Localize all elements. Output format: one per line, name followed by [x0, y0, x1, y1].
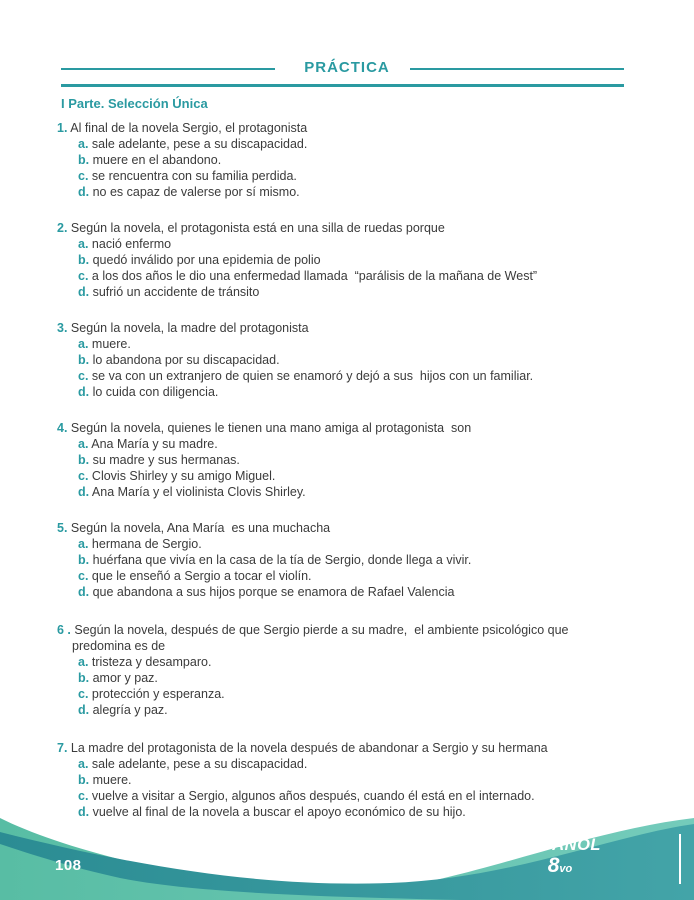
- option-letter: c.: [78, 369, 89, 383]
- option-text: tristeza y desamparo.: [91, 655, 212, 669]
- question-line: [57, 740, 642, 756]
- option-letter: b.: [78, 773, 90, 787]
- option-letter: c.: [78, 569, 89, 583]
- option-text: quedó inválido por una epidemia de polio: [92, 253, 321, 267]
- option-row: [78, 284, 642, 300]
- section-title: I Parte. Selección Única: [61, 96, 208, 111]
- option-text: sale adelante, pese a su discapacidad.: [91, 137, 308, 151]
- question-block: [57, 120, 642, 200]
- option-text: Clovis Shirley y su amigo Miguel.: [91, 469, 276, 483]
- option-letter: c.: [78, 269, 89, 283]
- option-text: su madre y sus hermanas.: [92, 453, 240, 467]
- option-text: Ana María y el violinista Clovis Shirley.: [91, 485, 306, 499]
- options-list: [78, 336, 642, 400]
- option-letter: a.: [78, 237, 89, 251]
- option-letter: b.: [78, 453, 90, 467]
- options-list: [78, 654, 577, 718]
- option-text: amor y paz.: [92, 671, 158, 685]
- option-letter: a.: [78, 437, 89, 451]
- question-line: [57, 220, 642, 236]
- page-number: 108: [55, 857, 82, 874]
- espanol-8vo-logo: [505, 837, 615, 876]
- option-text: protección y esperanza.: [91, 687, 225, 701]
- question-line: [57, 420, 642, 436]
- option-text: lo cuida con diligencia.: [92, 385, 219, 399]
- question-line: [57, 320, 642, 336]
- option-row: [78, 336, 642, 352]
- option-row: [78, 384, 642, 400]
- option-row: [78, 352, 642, 368]
- option-row: [78, 568, 642, 584]
- question-block: [57, 220, 642, 300]
- option-text: alegría y paz.: [92, 703, 168, 717]
- option-letter: b.: [78, 553, 90, 567]
- option-letter: a.: [78, 655, 89, 669]
- option-row: [78, 236, 642, 252]
- option-row: [78, 452, 642, 468]
- option-text: huérfana que vivía en la casa de la tía de Sergio, donde llega a vivir.: [92, 553, 472, 567]
- option-letter: c.: [78, 789, 89, 803]
- option-row: [78, 686, 577, 702]
- option-text: vuelve al final de la novela a buscar el apoyo económico de su hijo.: [92, 805, 466, 819]
- option-letter: a.: [78, 757, 89, 771]
- option-letter: a.: [78, 537, 89, 551]
- option-letter: a.: [78, 137, 89, 151]
- option-letter: c.: [78, 687, 89, 701]
- option-row: [78, 436, 642, 452]
- option-text: vuelve a visitar a Sergio, algunos años después, cuando él está en el internado.: [91, 789, 535, 803]
- question-line: [57, 520, 642, 536]
- question-line: [57, 622, 577, 654]
- option-letter: b.: [78, 353, 90, 367]
- question-text: Según la novela, quienes le tienen una mano amiga al protagonista son: [70, 421, 472, 435]
- option-text: a los dos años le dio una enfermedad llamada “parálisis de la mañana de West”: [91, 269, 538, 283]
- option-letter: c.: [78, 469, 89, 483]
- option-row: [78, 552, 642, 568]
- options-list: [78, 236, 642, 300]
- question-number: 5.: [57, 521, 68, 535]
- option-row: [78, 468, 642, 484]
- question-number: 1.: [57, 121, 68, 135]
- question-number: 3.: [57, 321, 68, 335]
- logo-espanol-text: ESPAÑOL: [518, 836, 602, 854]
- question-number: 4.: [57, 421, 68, 435]
- question-number: 2.: [57, 221, 68, 235]
- question-text: Según la novela, después de que Sergio pierde a su madre, el ambiente psicológico que predomina es de: [72, 623, 572, 653]
- option-row: [78, 772, 642, 788]
- option-letter: d.: [78, 485, 90, 499]
- question-text: La madre del protagonista de la novela después de abandonar a Sergio y su hermana: [70, 741, 548, 755]
- question-text: Según la novela, el protagonista está en una silla de ruedas porque: [70, 221, 445, 235]
- option-row: [78, 152, 642, 168]
- question-block: [57, 740, 642, 820]
- logo-grade-text: 8vo: [547, 853, 573, 877]
- option-text: sufrió un accidente de tránsito: [92, 285, 260, 299]
- option-text: sale adelante, pese a su discapacidad.: [91, 757, 308, 771]
- option-letter: d.: [78, 585, 90, 599]
- option-letter: b.: [78, 253, 90, 267]
- option-text: se va con un extranjero de quien se enamoró y dejó a sus hijos con un familiar.: [91, 369, 534, 383]
- option-letter: a.: [78, 337, 89, 351]
- option-text: Ana María y su madre.: [91, 437, 218, 451]
- option-letter: c.: [78, 169, 89, 183]
- option-row: [78, 788, 642, 804]
- header-rule-full: [61, 84, 624, 87]
- option-row: [78, 536, 642, 552]
- page-title: PRÁCTICA: [304, 59, 390, 76]
- option-text: se rencuentra con su familia perdida.: [91, 169, 297, 183]
- option-row: [78, 670, 577, 686]
- option-row: [78, 654, 577, 670]
- question-number: 6 .: [57, 623, 71, 637]
- option-row: [78, 584, 642, 600]
- question-block: [57, 520, 642, 600]
- option-letter: b.: [78, 671, 90, 685]
- option-text: lo abandona por su discapacidad.: [92, 353, 280, 367]
- option-text: no es capaz de valerse por sí mismo.: [92, 185, 300, 199]
- question-block: [57, 420, 642, 500]
- option-letter: d.: [78, 285, 90, 299]
- option-text: muere.: [91, 337, 131, 351]
- option-row: [78, 702, 577, 718]
- option-text: que abandona a sus hijos porque se enamora de Rafael Valencia: [92, 585, 455, 599]
- option-text: muere en el abandono.: [92, 153, 222, 167]
- question-number: 7.: [57, 741, 68, 755]
- footer-divider-line: [679, 834, 681, 884]
- option-row: [78, 268, 642, 284]
- question-block: [57, 320, 642, 400]
- option-letter: d.: [78, 703, 90, 717]
- footer-wave-banner: [0, 810, 694, 900]
- option-text: hermana de Sergio.: [91, 537, 202, 551]
- option-letter: d.: [78, 185, 90, 199]
- option-row: [78, 252, 642, 268]
- options-list: [78, 536, 642, 600]
- option-text: nació enfermo: [91, 237, 172, 251]
- question-block: [57, 622, 577, 718]
- question-text: Según la novela, la madre del protagonista: [70, 321, 309, 335]
- option-row: [78, 756, 642, 772]
- option-row: [78, 168, 642, 184]
- option-letter: b.: [78, 153, 90, 167]
- option-text: que le enseñó a Sergio a tocar el violín.: [91, 569, 312, 583]
- options-list: [78, 136, 642, 200]
- question-line: [57, 120, 642, 136]
- option-letter: d.: [78, 385, 90, 399]
- options-list: [78, 436, 642, 500]
- option-text: muere.: [92, 773, 132, 787]
- question-text: Al final de la novela Sergio, el protagonista: [70, 121, 308, 135]
- option-row: [78, 484, 642, 500]
- question-text: Según la novela, Ana María es una muchacha: [70, 521, 331, 535]
- option-letter: d.: [78, 805, 90, 819]
- header-rule-right: [410, 68, 624, 70]
- option-row: [78, 136, 642, 152]
- option-row: [78, 368, 642, 384]
- option-row: [78, 184, 642, 200]
